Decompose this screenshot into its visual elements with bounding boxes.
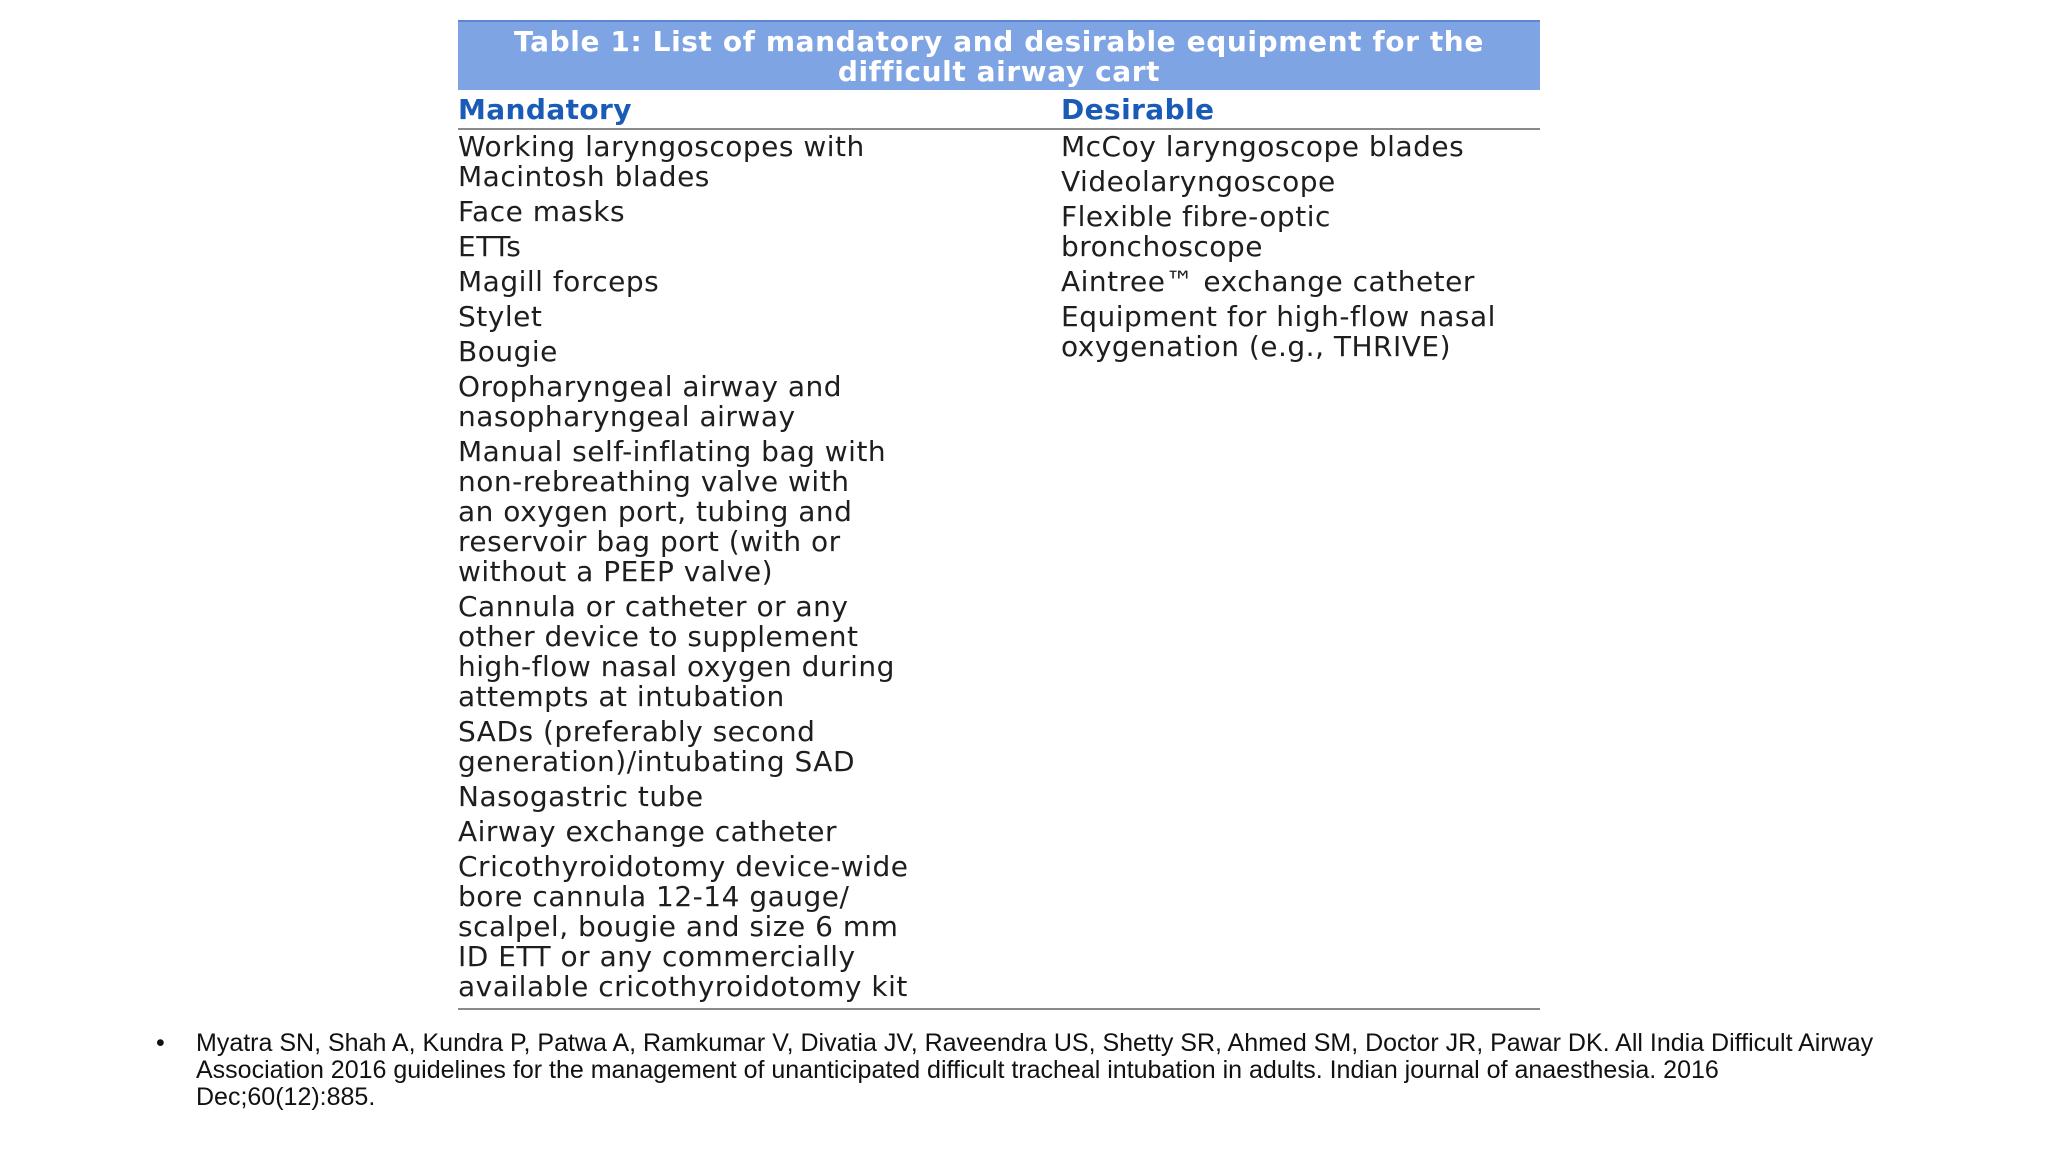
list-item: Aintree™ exchange catheter <box>1061 265 1475 298</box>
table-body <box>458 130 1540 1010</box>
citation <box>156 1030 1896 1111</box>
mandatory-header: Mandatory <box>458 93 632 126</box>
desirable-header: Desirable <box>1061 93 1215 126</box>
list-item: ETTs <box>458 230 522 263</box>
list-item: Magill forceps <box>458 265 660 298</box>
list-item: Face masks <box>458 195 626 228</box>
desirable-column <box>1061 130 1540 1002</box>
list-item: Manual self-inflating bag with non-rebreathing valve with an oxygen port, tubing and reservoir bag port (with or without a PEEP valve) <box>458 435 887 588</box>
table-title: Table 1: List of mandatory and desirable equipment for the difficult airway cart <box>458 20 1540 90</box>
list-item: Cricothyroidotomy device-wide bore cannula 12-14 gauge/ scalpel, bougie and size 6 mm ID ETT or any commercially available cricothyroidotomy kit <box>458 850 909 1003</box>
list-item: Working laryngoscopes with Macintosh blades <box>458 130 865 193</box>
list-item: Oropharyngeal airway and nasopharyngeal airway <box>458 370 843 433</box>
list-item: Cannula or catheter or any other device to supplement high-flow nasal oxygen during attempts at intubation <box>458 590 895 713</box>
table-header-row <box>458 90 1540 130</box>
citation-text: Myatra SN, Shah A, Kundra P, Patwa A, Ramkumar V, Divatia JV, Raveendra US, Shetty SR, Ahmed SM, Doctor JR, Pawar DK. All India Difficult Airway Association 2016 guidelines for the management of unanticipated difficult tracheal intubation in adults. Indian journal of anaesthesia. 2016 Dec;60(12):885. <box>196 1029 1874 1111</box>
list-item: Flexible fibre-optic bronchoscope <box>1061 200 1331 263</box>
list-item: McCoy laryngoscope blades <box>1061 130 1465 163</box>
list-item: Videolaryngoscope <box>1061 165 1336 198</box>
list-item: Airway exchange catheter <box>458 815 837 848</box>
mandatory-column <box>458 130 1061 1002</box>
equipment-table <box>458 20 1540 1010</box>
bullet-icon: • <box>156 1029 165 1057</box>
list-item: Bougie <box>458 335 558 368</box>
list-item: Nasogastric tube <box>458 780 704 813</box>
list-item: Stylet <box>458 300 543 333</box>
list-item: Equipment for high-flow nasal oxygenation (e.g., THRIVE) <box>1061 300 1496 363</box>
list-item: SADs (preferably second generation)/intubating SAD <box>458 715 856 778</box>
